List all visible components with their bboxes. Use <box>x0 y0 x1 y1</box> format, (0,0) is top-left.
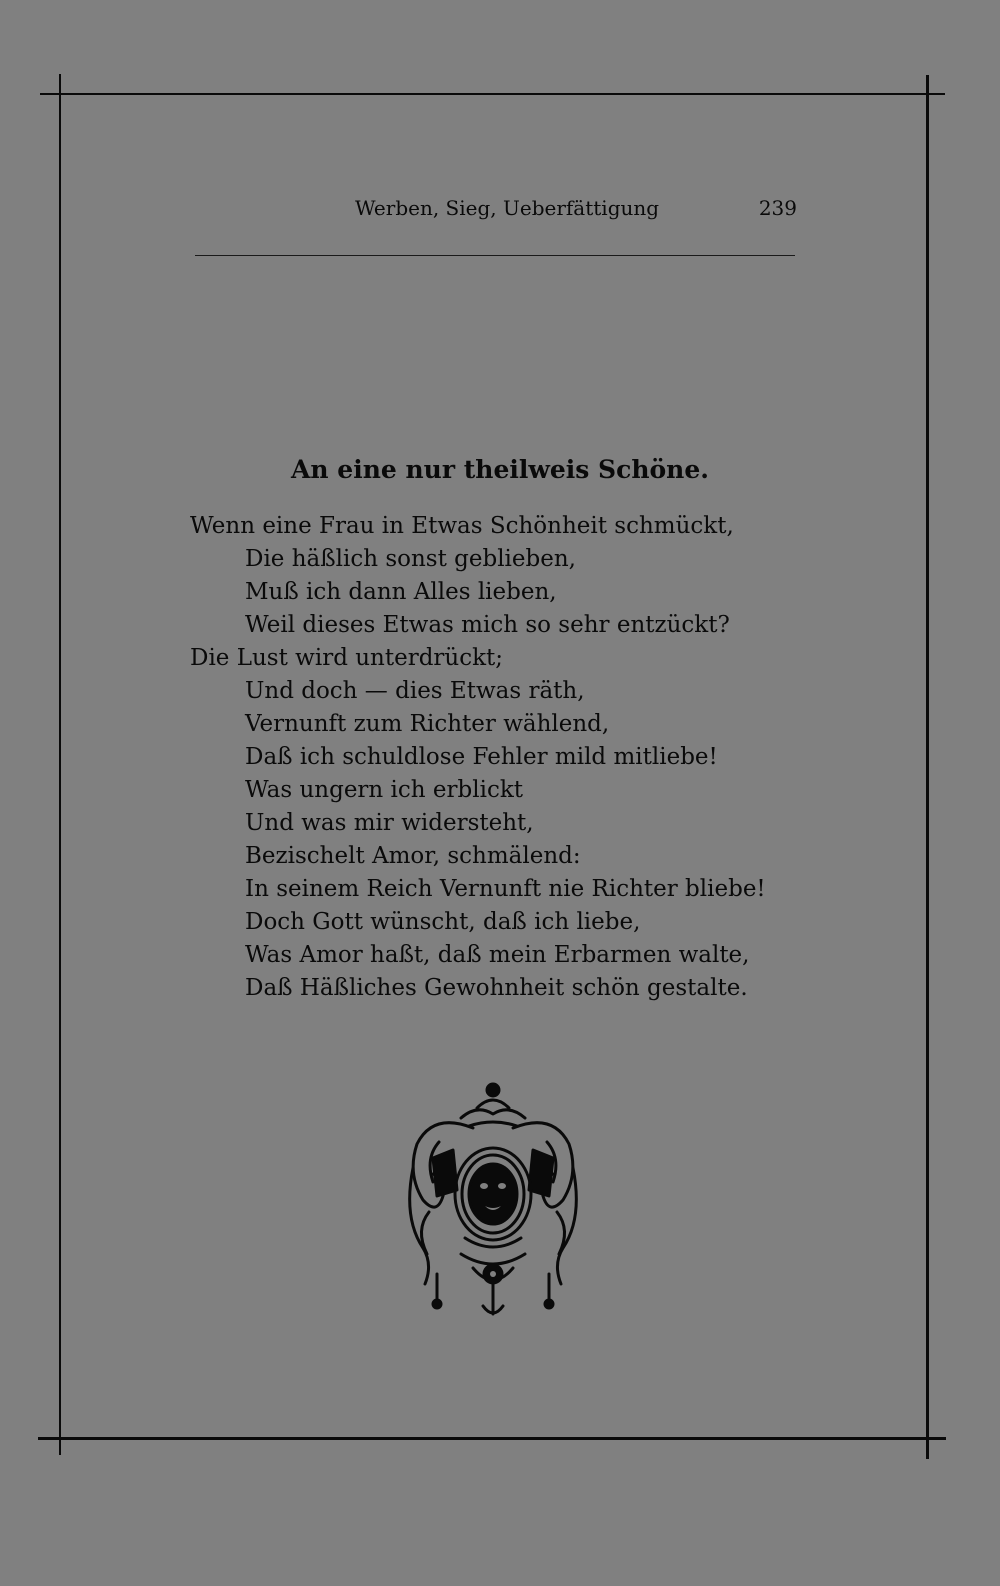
lion-mask-ornament-icon <box>403 1078 583 1320</box>
poem-line: Bezischelt Amor, schmälend: <box>245 843 581 869</box>
poem-line: Wenn eine Frau in Etwas Schönheit schmückt, <box>190 513 734 539</box>
frame-right-rule <box>926 75 929 1459</box>
poem-line: In seinem Reich Vernunft nie Richter bliebe! <box>245 876 766 902</box>
poem-line: Vernunft zum Richter wählend, <box>245 711 610 737</box>
header-divider <box>195 255 795 256</box>
poem-line: Daß ich schuldlose Fehler mild mitliebe! <box>245 744 718 770</box>
poem-line: Die häßlich sonst geblieben, <box>245 546 576 572</box>
poem-line: Was Amor haßt, daß mein Erbarmen walte, <box>245 942 750 968</box>
frame-bottom-rule <box>38 1437 946 1440</box>
poem-line: Doch Gott wünscht, daß ich liebe, <box>245 909 641 935</box>
poem-line: Und doch — dies Etwas räth, <box>245 678 585 704</box>
poem-line: Muß ich dann Alles lieben, <box>245 579 557 605</box>
poem-body <box>190 510 810 1005</box>
page-number: 239 <box>758 196 797 220</box>
running-title: Werben, Sieg, Ueberfättigung <box>355 196 660 220</box>
poem-line: Daß Häßliches Gewohnheit schön gestalte. <box>245 975 748 1001</box>
poem-line: Und was mir widersteht, <box>245 810 534 836</box>
poem-title: An eine nur theilweis Schöne. <box>291 455 709 484</box>
running-head <box>190 196 797 226</box>
frame-left-rule <box>59 74 61 1455</box>
poem-line: Weil dieses Etwas mich so sehr entzückt? <box>245 612 730 638</box>
frame-top-rule <box>40 93 945 95</box>
poem-line: Was ungern ich erblickt <box>245 777 524 803</box>
poem-line: Die Lust wird unterdrückt; <box>190 645 504 671</box>
